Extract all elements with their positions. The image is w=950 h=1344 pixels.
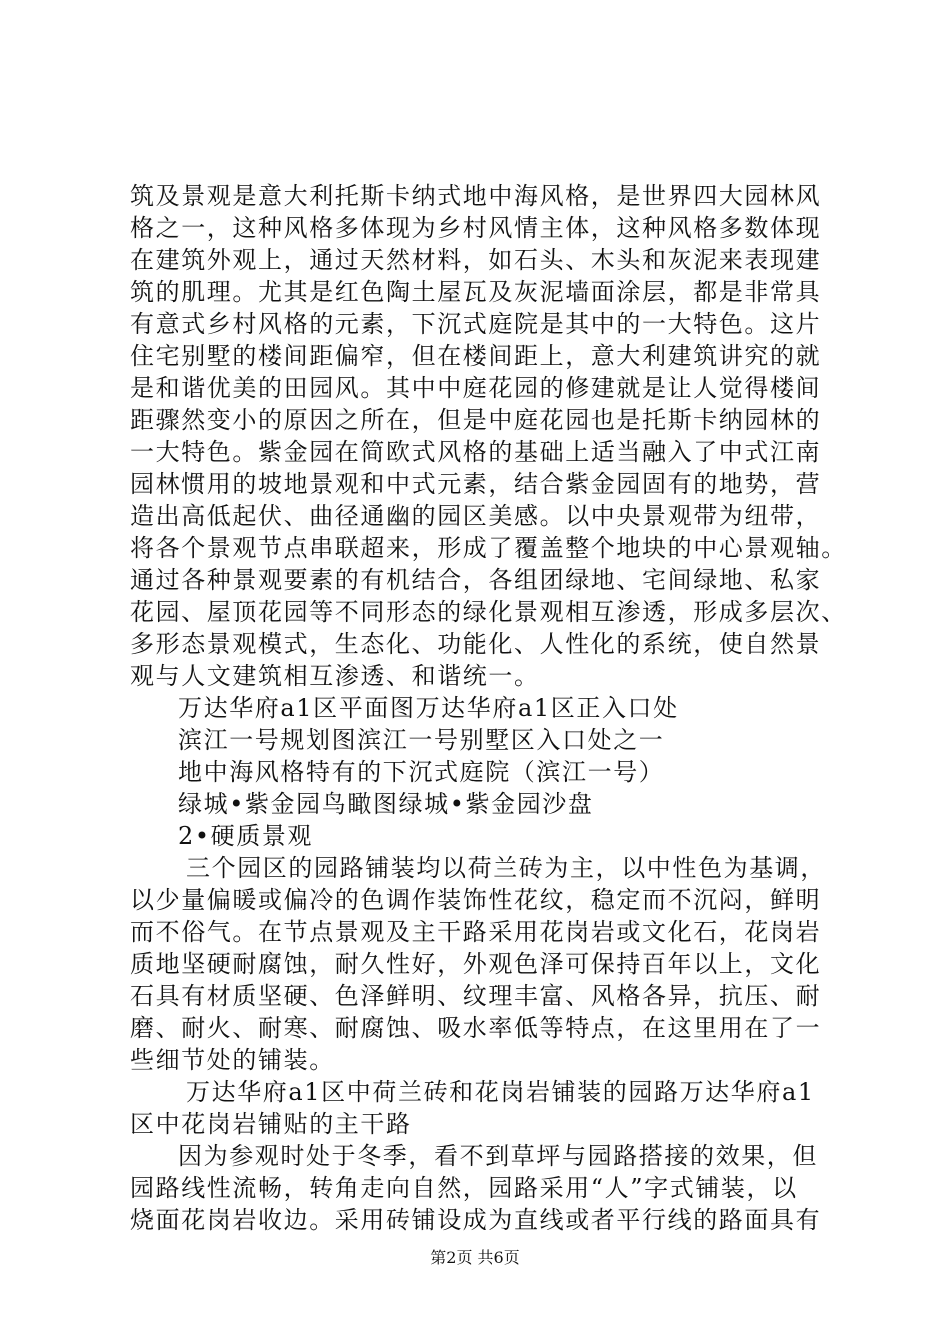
text-line: 距骤然变小的原因之所在，但是中庭花园也是托斯卡纳园林的 [130,406,822,434]
text-line: 筑及景观是意大利托斯卡纳式地中海风格，是世界四大园林风 [130,182,822,210]
text-line: 有意式乡村风格的元素，下沉式庭院是其中的一大特色。这片 [130,310,822,338]
text-line: 是和谐优美的田园风。其中中庭花园的修建就是让人觉得楼间 [130,374,822,402]
text-line: 质地坚硬耐腐蚀，耐久性好，外观色泽可保持百年以上，文化 [130,950,822,978]
text-line: 因为参观时处于冬季，看不到草坪与园路搭接的效果，但 [178,1142,818,1170]
text-line: 而不俗气。在节点景观及主干路采用花岗岩或文化石，花岗岩 [130,918,822,946]
text-line: 将各个景观节点串联超来，形成了覆盖整个地块的中心景观轴。 [130,534,847,562]
text-line: 磨、耐火、耐寒、耐腐蚀、吸水率低等特点，在这里用在了一 [130,1014,822,1042]
text-line: 石具有材质坚硬、色泽鲜明、纹理丰富、风格各异，抗压、耐 [130,982,822,1010]
text-line: 万达华府a1区中荷兰砖和花岗岩铺装的园路万达华府a1 [186,1078,815,1106]
text-line: 以少量偏暖或偏冷的色调作装饰性花纹，稳定而不沉闷，鲜明 [130,886,822,914]
text-line: 住宅别墅的楼间距偏窄，但在楼间距上，意大利建筑讲究的就 [130,342,822,370]
page-footer [0,1248,950,1268]
text-line: 造出高低起伏、曲径通幽的园区美感。以中央景观带为纽带， [130,502,822,530]
text-line: 筑的肌理。尤其是红色陶土屋瓦及灰泥墙面涂层，都是非常具 [130,278,822,306]
image-captions [130,692,835,820]
text-line: 格之一，这种风格多体现为乡村风情主体，这种风格多数体现 [130,214,822,242]
text-line: 烧面花岗岩收边。采用砖铺设成为直线或者平行线的路面具有 [130,1206,822,1234]
text-line: 园路线性流畅，转角走向自然，园路采用“人”字式铺装，以 [130,1174,798,1202]
image-caption: 地中海风格特有的下沉式庭院（滨江一号） [178,758,665,786]
text-line: 花园、屋顶花园等不同形态的绿化景观相互渗透，形成多层次、 [130,598,847,626]
document-body [130,180,847,1236]
text-line: 在建筑外观上，通过天然材料，如石头、木头和灰泥来表现建 [130,246,822,274]
text-line: 通过各种景观要素的有机结合，各组团绿地、宅间绿地、私家 [130,566,822,594]
paragraph-hard-landscape [130,852,835,1076]
text-line: 些细节处的铺装。 [130,1046,335,1074]
text-line: 区中花岗岩铺贴的主干路 [130,1110,412,1138]
paragraph-winter-visit [130,1140,835,1236]
text-line: 一大特色。紫金园在简欧式风格的基础上适当融入了中式江南 [130,438,822,466]
text-line: 观与人文建筑相互渗透、和谐统一。 [130,662,540,690]
image-caption: 绿城•紫金园鸟瞰图绿城•紫金园沙盘 [178,790,594,818]
text-line: 多形态景观模式，生态化、功能化、人性化的系统，使自然景 [130,630,822,658]
text-line: 三个园区的园路铺装均以荷兰砖为主，以中性色为基调， [186,854,826,882]
page-number: 第2页 共6页 [430,1248,520,1267]
text-line: 园林惯用的坡地景观和中式元素，结合紫金园固有的地势，营 [130,470,822,498]
paragraph-landscape-style [130,180,847,692]
image-caption: 万达华府a1区平面图万达华府a1区正入口处 [178,694,679,722]
paragraph-paving-caption [130,1076,835,1140]
section-heading: 2•硬质景观 [178,822,314,850]
image-caption: 滨江一号规划图滨江一号别墅区入口处之一 [178,726,665,754]
